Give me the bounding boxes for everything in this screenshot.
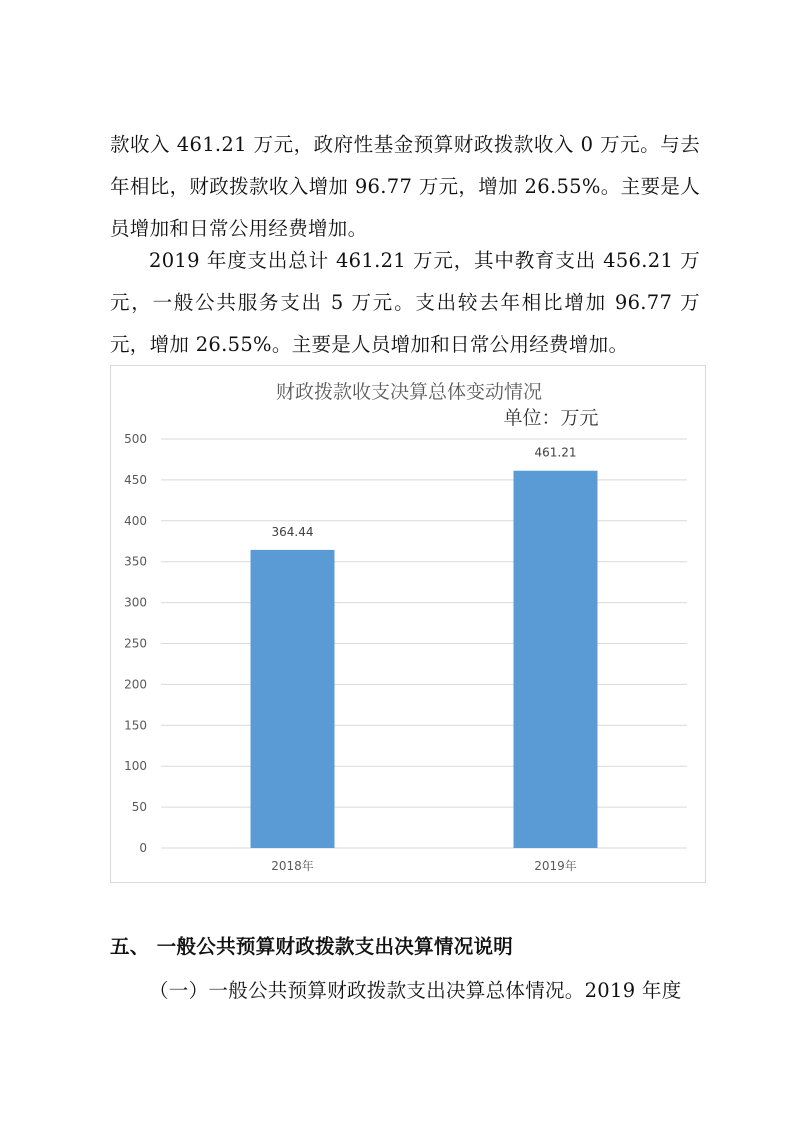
x-category-label: 2019年 bbox=[534, 859, 577, 873]
y-tick-label: 300 bbox=[124, 595, 147, 610]
bar-chart bbox=[111, 366, 707, 884]
paragraph-section-intro: （一）一般公共预算财政拨款支出决算总体情况。2019 年度 bbox=[149, 979, 682, 1002]
y-tick-label: 150 bbox=[124, 718, 147, 733]
chart-container bbox=[110, 365, 706, 883]
x-axis-categories bbox=[271, 858, 577, 873]
y-axis-ticks bbox=[124, 432, 147, 855]
chart-title: 财政拨款收支决算总体变动情况 bbox=[275, 381, 543, 403]
bar-2019年 bbox=[514, 471, 598, 848]
y-tick-label: 450 bbox=[124, 472, 147, 487]
y-tick-label: 100 bbox=[124, 759, 147, 774]
y-tick-label: 200 bbox=[124, 677, 147, 692]
data-label: 461.21 bbox=[534, 445, 577, 460]
y-tick-label: 0 bbox=[139, 841, 147, 855]
paragraph-income-summary: 款收入 461.21 万元，政府性基金预算财政拨款收入 0 万元。与去年相比，财政拨款收入增加 96.77 万元，增加 26.55%。主要是人员增加和日常公用经费增加。 bbox=[110, 133, 700, 240]
y-tick-label: 350 bbox=[124, 554, 147, 569]
gridlines bbox=[161, 439, 687, 848]
y-tick-label: 50 bbox=[131, 800, 147, 815]
y-tick-label: 250 bbox=[124, 636, 147, 651]
data-label: 364.44 bbox=[271, 524, 314, 539]
y-tick-label: 500 bbox=[124, 432, 147, 446]
section-heading: 五、 一般公共预算财政拨款支出决算情况说明 bbox=[110, 935, 514, 958]
x-category-label: 2018年 bbox=[271, 859, 314, 873]
bar-2018年 bbox=[251, 550, 335, 848]
y-tick-label: 400 bbox=[124, 513, 147, 528]
chart-unit-label: 单位：万元 bbox=[503, 407, 599, 429]
paragraph-expenditure-summary: 2019 年度支出总计 461.21 万元，其中教育支出 456.21 万元，一般公共服务支出 5 万元。支出较去年相比增加 96.77 万元，增加 26.55%。主要是人员增加和日常公用经费增加。 bbox=[110, 249, 700, 356]
